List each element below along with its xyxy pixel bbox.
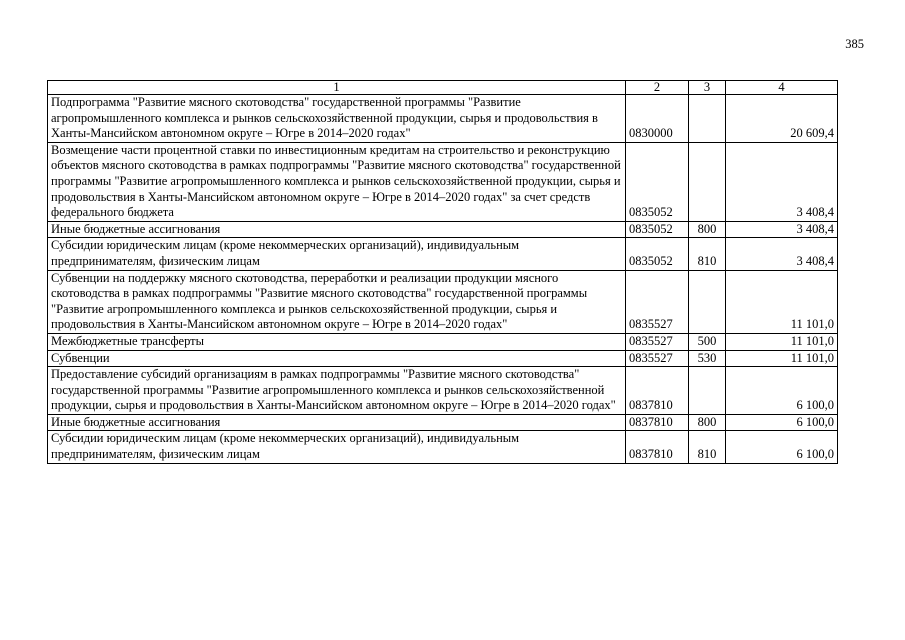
row-type: 530 [689, 350, 726, 367]
row-name: Субвенции [48, 350, 626, 367]
table-header-row [48, 81, 838, 95]
header-col-3: 3 [689, 81, 726, 95]
table-row [48, 414, 838, 431]
row-type: 810 [689, 431, 726, 463]
table-row [48, 270, 838, 333]
page-number: 385 [845, 37, 864, 51]
row-code: 0837810 [626, 414, 689, 431]
table-row [48, 221, 838, 238]
row-type [689, 95, 726, 143]
row-amount: 3 408,4 [726, 142, 838, 221]
table-row [48, 95, 838, 143]
row-code: 0835052 [626, 221, 689, 238]
row-code: 0837810 [626, 431, 689, 463]
row-type [689, 270, 726, 333]
row-name: Возмещение части процентной ставки по инвестиционным кредитам на строительство и реконструкцию объектов мясного скотоводства в рамках подпрограммы "Развитие мясного скотоводства" государственной программы "Развитие агропромышленного комплекса и рынков сельскохозяйственной продукции, сырья и продовольствия в Ханты-Мансийском автономном округе – Югре в 2014–2020 годах" за счет средств федерального бюджета [48, 142, 626, 221]
row-code: 0835527 [626, 333, 689, 350]
row-name: Иные бюджетные ассигнования [48, 414, 626, 431]
row-type [689, 142, 726, 221]
row-amount: 20 609,4 [726, 95, 838, 143]
row-amount: 11 101,0 [726, 270, 838, 333]
row-name: Межбюджетные трансферты [48, 333, 626, 350]
table-row [48, 350, 838, 367]
row-name: Иные бюджетные ассигнования [48, 221, 626, 238]
row-name: Субсидии юридическим лицам (кроме некоммерческих организаций), индивидуальным предпринимателям, физическим лицам [48, 431, 626, 463]
header-col-2: 2 [626, 81, 689, 95]
row-amount: 11 101,0 [726, 350, 838, 367]
row-type: 800 [689, 221, 726, 238]
row-name: Подпрограмма "Развитие мясного скотоводства" государственной программы "Развитие агропромышленного комплекса и рынков сельскохозяйственной продукции, сырья и продовольствия в Ханты-Мансийском автономном округе – Югре в 2014–2020 годах" [48, 95, 626, 143]
row-name: Субвенции на поддержку мясного скотоводства, переработки и реализации продукции мясного скотоводства в рамках подпрограммы "Развитие мясного скотоводства" государственной программы "Развитие агропромышленного комплекса и рынков сельскохозяйственной продукции, сырья и продовольствия в Ханты-Мансийском автономном округе – Югре в 2014–2020 годах" [48, 270, 626, 333]
table-row [48, 142, 838, 221]
budget-table [47, 80, 838, 464]
row-amount: 6 100,0 [726, 414, 838, 431]
table-row [48, 367, 838, 415]
row-amount: 3 408,4 [726, 221, 838, 238]
row-code: 0835527 [626, 350, 689, 367]
row-type [689, 367, 726, 415]
row-code: 0835052 [626, 238, 689, 270]
table-row [48, 333, 838, 350]
header-col-1: 1 [48, 81, 626, 95]
row-name: Предоставление субсидий организациям в рамках подпрограммы "Развитие мясного скотоводства" государственной программы "Развитие агропромышленного комплекса и рынков сельскохозяйственной продукции, сырья и продовольствия в Ханты-Мансийском автономном округе – Югре в 2014–2020 годах" [48, 367, 626, 415]
row-amount: 6 100,0 [726, 431, 838, 463]
header-col-4: 4 [726, 81, 838, 95]
table-row [48, 238, 838, 270]
row-code: 0837810 [626, 367, 689, 415]
row-amount: 11 101,0 [726, 333, 838, 350]
row-code: 0835052 [626, 142, 689, 221]
row-type: 800 [689, 414, 726, 431]
row-amount: 6 100,0 [726, 367, 838, 415]
row-code: 0835527 [626, 270, 689, 333]
table-row [48, 431, 838, 463]
row-code: 0830000 [626, 95, 689, 143]
row-amount: 3 408,4 [726, 238, 838, 270]
row-type: 500 [689, 333, 726, 350]
row-type: 810 [689, 238, 726, 270]
row-name: Субсидии юридическим лицам (кроме некоммерческих организаций), индивидуальным предпринимателям, физическим лицам [48, 238, 626, 270]
